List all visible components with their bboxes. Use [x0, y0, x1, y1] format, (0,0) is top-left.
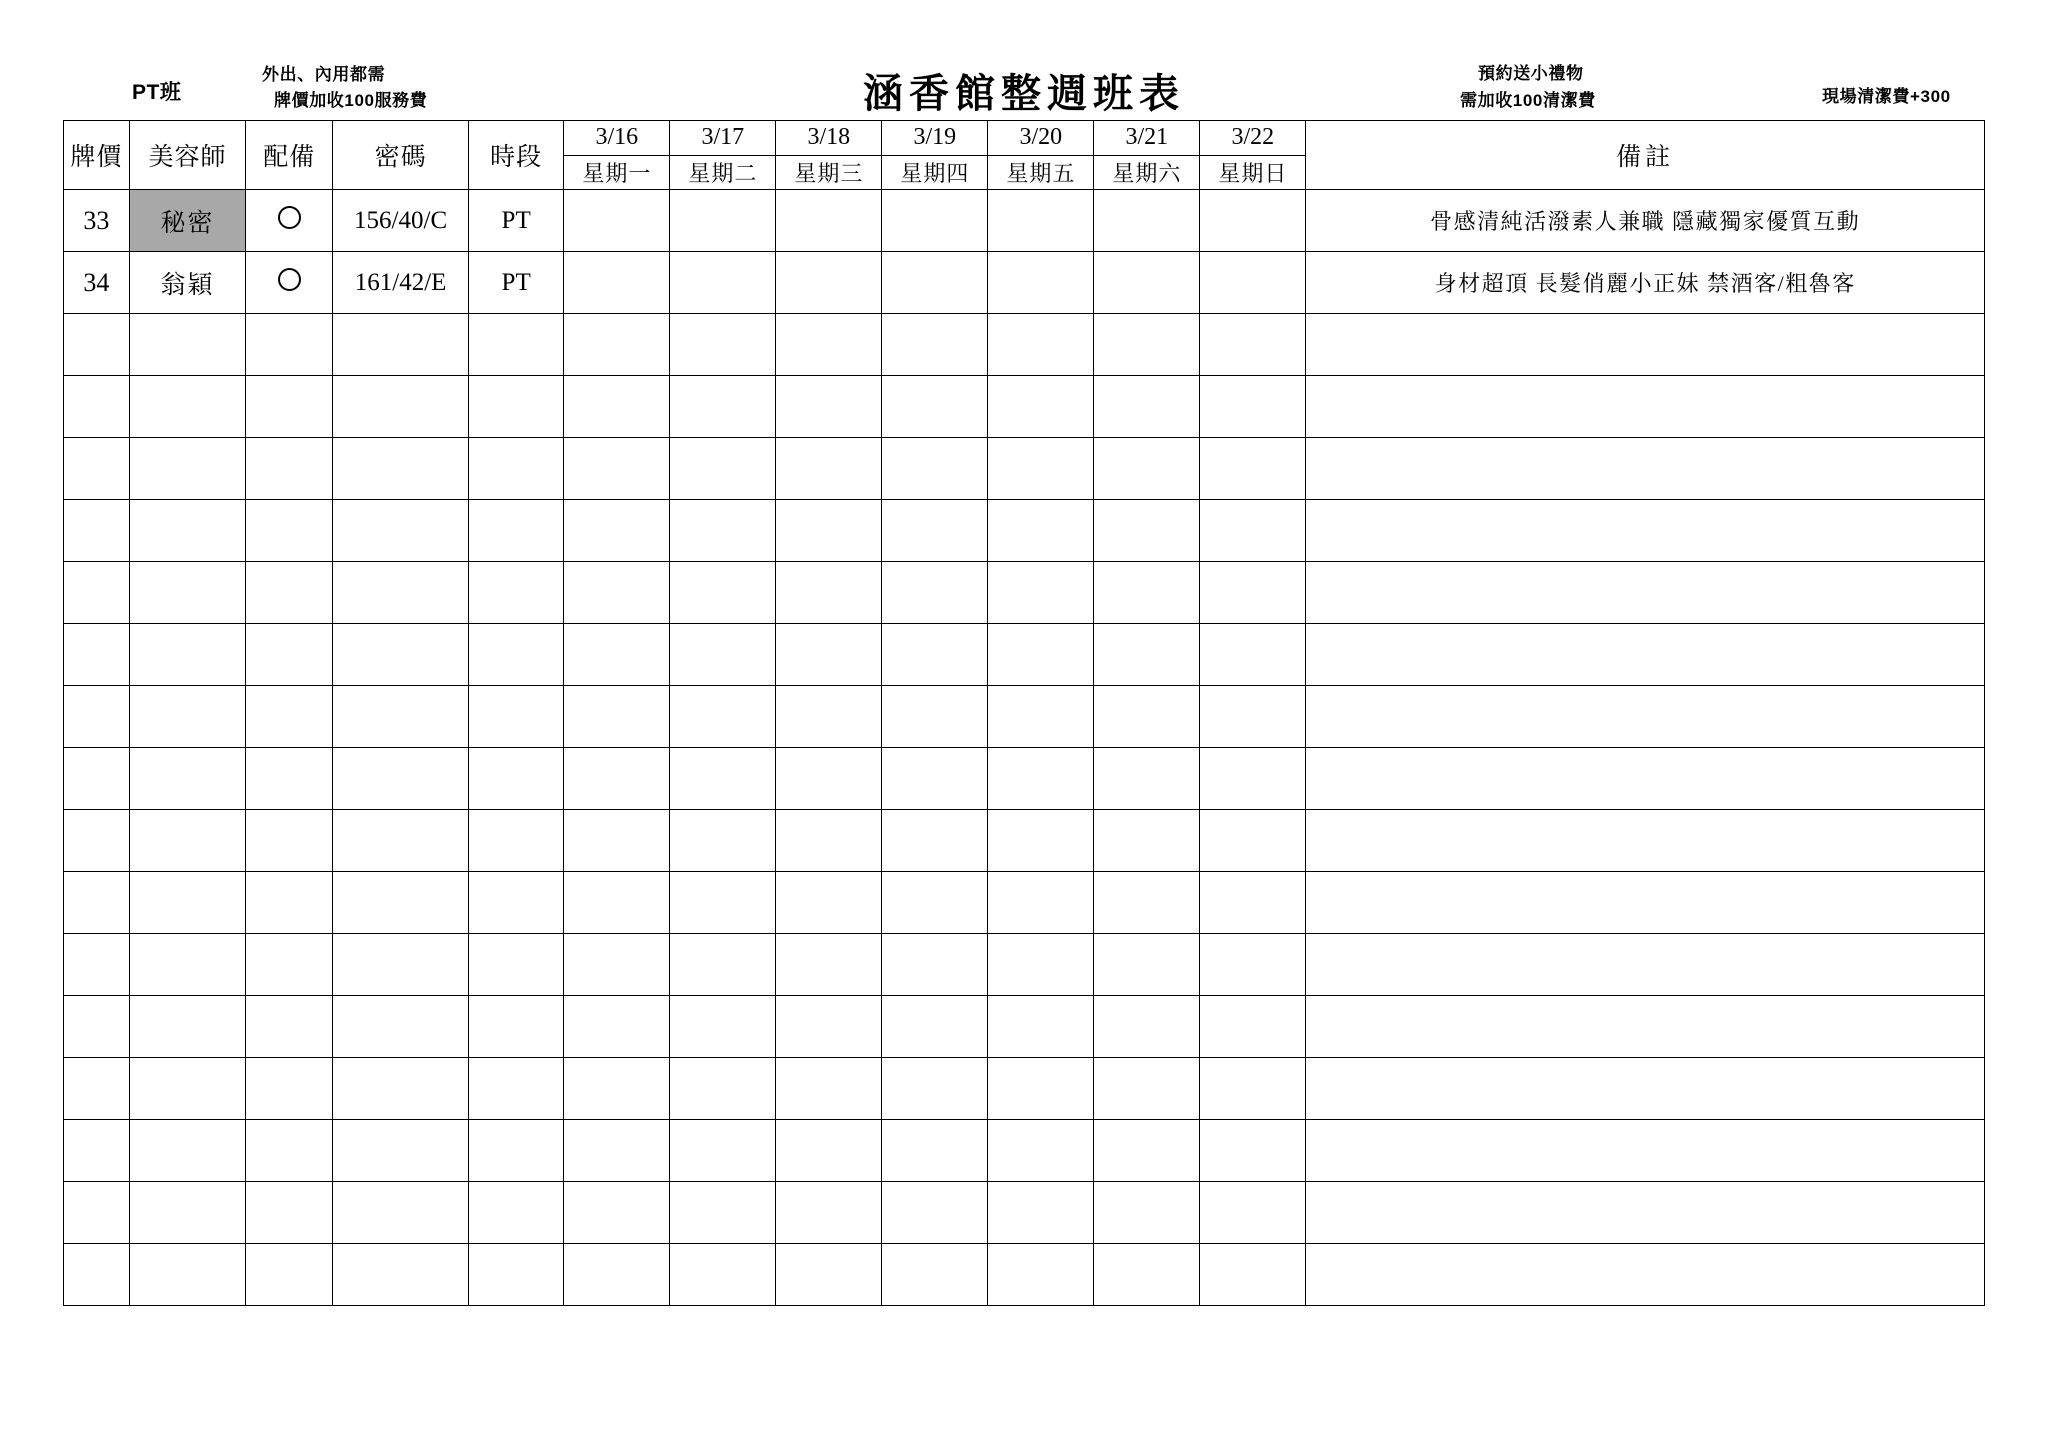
cell-remark: 身材超頂 長髮俏麗小正妹 禁酒客/粗魯客 — [1306, 252, 1985, 314]
cell-day-0[interactable] — [564, 1120, 670, 1182]
cell-day-0[interactable] — [564, 624, 670, 686]
cell-slot — [468, 996, 563, 1058]
cell-name — [129, 686, 246, 748]
cell-slot: PT — [468, 252, 563, 314]
cell-price — [64, 686, 130, 748]
cell-slot — [468, 314, 563, 376]
cell-day-2[interactable] — [776, 748, 882, 810]
cell-slot — [468, 500, 563, 562]
cell-day-1[interactable] — [670, 1058, 776, 1120]
column-header-weekday-1: 星期二 — [670, 155, 776, 190]
cell-equipment — [246, 1058, 333, 1120]
cell-day-0[interactable] — [564, 686, 670, 748]
cell-slot — [468, 748, 563, 810]
column-header-weekday-0: 星期一 — [564, 155, 670, 190]
table-body — [64, 190, 1985, 1306]
cell-day-3[interactable] — [882, 314, 988, 376]
cell-day-4[interactable] — [988, 1058, 1094, 1120]
cell-name — [129, 624, 246, 686]
cell-day-4[interactable] — [988, 1120, 1094, 1182]
shift-type-label: PT班 — [132, 81, 182, 104]
cell-day-4[interactable] — [988, 252, 1094, 314]
cell-code — [333, 996, 469, 1058]
cell-day-2[interactable] — [776, 252, 882, 314]
column-header-slot: 時段 — [468, 121, 563, 190]
column-header-date-5: 3/21 — [1094, 121, 1200, 156]
cell-code — [333, 624, 469, 686]
cell-equipment — [246, 190, 333, 252]
column-header-weekday-4: 星期五 — [988, 155, 1094, 190]
cell-day-0[interactable] — [564, 376, 670, 438]
cell-remark — [1306, 686, 1985, 748]
cell-code — [333, 1182, 469, 1244]
cell-remark — [1306, 1244, 1985, 1306]
cell-remark — [1306, 1182, 1985, 1244]
cell-remark — [1306, 934, 1985, 996]
column-header-date-4: 3/20 — [988, 121, 1094, 156]
table-row — [64, 190, 1985, 252]
cell-price — [64, 810, 130, 872]
cell-day-3[interactable] — [882, 562, 988, 624]
cell-remark — [1306, 996, 1985, 1058]
cell-day-6[interactable] — [1200, 314, 1306, 376]
cell-slot — [468, 1120, 563, 1182]
circle-icon — [278, 268, 301, 291]
cell-day-2[interactable] — [776, 500, 882, 562]
column-header-weekday-2: 星期三 — [776, 155, 882, 190]
cell-day-5[interactable] — [1094, 562, 1200, 624]
cell-remark — [1306, 624, 1985, 686]
cell-day-0[interactable] — [564, 996, 670, 1058]
cell-code — [333, 438, 469, 500]
cell-code — [333, 376, 469, 438]
cell-code — [333, 562, 469, 624]
cell-day-5[interactable] — [1094, 934, 1200, 996]
cell-day-6[interactable] — [1200, 1244, 1306, 1306]
cell-day-0[interactable] — [564, 314, 670, 376]
cell-slot — [468, 934, 563, 996]
cell-day-3[interactable] — [882, 872, 988, 934]
cell-price — [64, 1058, 130, 1120]
cell-day-0[interactable] — [564, 1058, 670, 1120]
cell-day-3[interactable] — [882, 1058, 988, 1120]
cell-day-0[interactable] — [564, 500, 670, 562]
cell-day-3[interactable] — [882, 934, 988, 996]
cell-day-6[interactable] — [1200, 624, 1306, 686]
cell-day-0[interactable] — [564, 252, 670, 314]
cell-code — [333, 1120, 469, 1182]
cell-day-6[interactable] — [1200, 1182, 1306, 1244]
cell-day-6[interactable] — [1200, 686, 1306, 748]
column-header-date-3: 3/19 — [882, 121, 988, 156]
cell-slot — [468, 872, 563, 934]
cell-day-0[interactable] — [564, 810, 670, 872]
cell-day-0[interactable] — [564, 562, 670, 624]
cell-equipment — [246, 562, 333, 624]
cell-price — [64, 376, 130, 438]
table-row — [64, 376, 1985, 438]
cell-day-4[interactable] — [988, 376, 1094, 438]
cell-day-6[interactable] — [1200, 810, 1306, 872]
weekly-schedule-table — [63, 120, 1985, 1306]
cell-equipment — [246, 500, 333, 562]
cell-slot: PT — [468, 190, 563, 252]
cell-price: 34 — [64, 252, 130, 314]
cell-code — [333, 1058, 469, 1120]
cell-day-2[interactable] — [776, 1058, 882, 1120]
cell-day-2[interactable] — [776, 438, 882, 500]
cell-day-6[interactable] — [1200, 1120, 1306, 1182]
cell-day-3[interactable] — [882, 190, 988, 252]
cell-day-5[interactable] — [1094, 314, 1200, 376]
cell-day-4[interactable] — [988, 314, 1094, 376]
cell-day-1[interactable] — [670, 376, 776, 438]
cell-day-5[interactable] — [1094, 1244, 1200, 1306]
cell-equipment — [246, 314, 333, 376]
cell-slot — [468, 810, 563, 872]
cell-day-0[interactable] — [564, 438, 670, 500]
cell-day-3[interactable] — [882, 376, 988, 438]
table-row — [64, 1058, 1985, 1120]
column-header-date-0: 3/16 — [564, 121, 670, 156]
cell-name — [129, 376, 246, 438]
cell-day-2[interactable] — [776, 810, 882, 872]
table-row — [64, 314, 1985, 376]
cell-day-0[interactable] — [564, 748, 670, 810]
cell-equipment — [246, 810, 333, 872]
cell-code — [333, 934, 469, 996]
cell-equipment — [246, 996, 333, 1058]
cell-name — [129, 934, 246, 996]
cell-name — [129, 562, 246, 624]
table-row — [64, 934, 1985, 996]
cell-code: 161/42/E — [333, 252, 469, 314]
cell-remark — [1306, 1120, 1985, 1182]
cell-day-1[interactable] — [670, 624, 776, 686]
column-header-weekday-6: 星期日 — [1200, 155, 1306, 190]
column-header-weekday-3: 星期四 — [882, 155, 988, 190]
table-row — [64, 252, 1985, 314]
column-header-remark: 備註 — [1306, 121, 1985, 190]
cell-day-4[interactable] — [988, 748, 1094, 810]
cell-price — [64, 1244, 130, 1306]
cell-day-6[interactable] — [1200, 562, 1306, 624]
cell-day-4[interactable] — [988, 686, 1094, 748]
table-row — [64, 810, 1985, 872]
cell-day-6[interactable] — [1200, 252, 1306, 314]
cell-slot — [468, 624, 563, 686]
cell-remark — [1306, 1058, 1985, 1120]
cell-day-1[interactable] — [670, 190, 776, 252]
cell-day-3[interactable] — [882, 1120, 988, 1182]
cell-day-5[interactable] — [1094, 438, 1200, 500]
cell-day-1[interactable] — [670, 686, 776, 748]
cell-price — [64, 748, 130, 810]
table-row — [64, 996, 1985, 1058]
table-row — [64, 1120, 1985, 1182]
cell-name — [129, 810, 246, 872]
cell-slot — [468, 686, 563, 748]
cell-day-4[interactable] — [988, 1182, 1094, 1244]
cell-equipment — [246, 624, 333, 686]
cell-day-4[interactable] — [988, 934, 1094, 996]
service-fee-note-line2: 牌價加收100服務費 — [274, 91, 428, 111]
cell-day-3[interactable] — [882, 500, 988, 562]
cell-day-6[interactable] — [1200, 190, 1306, 252]
cell-equipment — [246, 252, 333, 314]
cell-equipment — [246, 438, 333, 500]
cell-slot — [468, 1244, 563, 1306]
cell-day-0[interactable] — [564, 190, 670, 252]
cell-day-4[interactable] — [988, 624, 1094, 686]
cell-remark — [1306, 376, 1985, 438]
cell-slot — [468, 1182, 563, 1244]
cell-name — [129, 872, 246, 934]
cell-day-2[interactable] — [776, 376, 882, 438]
cell-day-2[interactable] — [776, 872, 882, 934]
cell-day-4[interactable] — [988, 1244, 1094, 1306]
cell-day-1[interactable] — [670, 810, 776, 872]
column-header-date-2: 3/18 — [776, 121, 882, 156]
cell-day-5[interactable] — [1094, 996, 1200, 1058]
table-row — [64, 1244, 1985, 1306]
cell-name — [129, 748, 246, 810]
cell-day-0[interactable] — [564, 934, 670, 996]
cell-day-6[interactable] — [1200, 500, 1306, 562]
cell-code: 156/40/C — [333, 190, 469, 252]
booking-gift-note-line1: 預約送小禮物 — [1478, 64, 1584, 83]
cell-day-0[interactable] — [564, 1182, 670, 1244]
cell-price — [64, 314, 130, 376]
cell-day-0[interactable] — [564, 872, 670, 934]
cell-equipment — [246, 1244, 333, 1306]
cell-name — [129, 1244, 246, 1306]
cell-day-2[interactable] — [776, 1244, 882, 1306]
booking-gift-note — [1460, 60, 1596, 114]
cell-day-5[interactable] — [1094, 748, 1200, 810]
cell-slot — [468, 562, 563, 624]
table-row — [64, 624, 1985, 686]
cell-equipment — [246, 376, 333, 438]
cell-price — [64, 1120, 130, 1182]
column-header-date-1: 3/17 — [670, 121, 776, 156]
table-row — [64, 562, 1985, 624]
cell-day-5[interactable] — [1094, 624, 1200, 686]
cell-day-5[interactable] — [1094, 252, 1200, 314]
cell-slot — [468, 376, 563, 438]
cell-day-2[interactable] — [776, 996, 882, 1058]
cell-name — [129, 438, 246, 500]
booking-gift-note-line2: 需加收100清潔費 — [1460, 91, 1596, 111]
cell-price — [64, 872, 130, 934]
cell-day-6[interactable] — [1200, 438, 1306, 500]
cell-remark — [1306, 438, 1985, 500]
cell-day-5[interactable] — [1094, 1058, 1200, 1120]
table-row — [64, 872, 1985, 934]
cell-equipment — [246, 934, 333, 996]
cell-price — [64, 500, 130, 562]
cell-day-5[interactable] — [1094, 810, 1200, 872]
cell-day-3[interactable] — [882, 810, 988, 872]
cell-day-2[interactable] — [776, 934, 882, 996]
cell-day-4[interactable] — [988, 872, 1094, 934]
cell-day-4[interactable] — [988, 996, 1094, 1058]
cell-name — [129, 314, 246, 376]
cell-day-5[interactable] — [1094, 1120, 1200, 1182]
cell-day-2[interactable] — [776, 314, 882, 376]
column-header-code: 密碼 — [333, 121, 469, 190]
cell-remark: 骨感清純活潑素人兼職 隱藏獨家優質互動 — [1306, 190, 1985, 252]
cell-remark — [1306, 562, 1985, 624]
table-row — [64, 438, 1985, 500]
cell-day-1[interactable] — [670, 562, 776, 624]
cell-price — [64, 624, 130, 686]
cell-equipment — [246, 872, 333, 934]
cell-day-1[interactable] — [670, 1120, 776, 1182]
cell-name — [129, 996, 246, 1058]
cell-day-2[interactable] — [776, 562, 882, 624]
cell-code — [333, 748, 469, 810]
cell-day-1[interactable] — [670, 996, 776, 1058]
cell-price — [64, 934, 130, 996]
service-fee-note-line1: 外出、內用都需 — [262, 65, 386, 84]
cell-day-4[interactable] — [988, 810, 1094, 872]
cell-equipment — [246, 1120, 333, 1182]
column-header-weekday-5: 星期六 — [1094, 155, 1200, 190]
cell-day-1[interactable] — [670, 252, 776, 314]
cell-day-3[interactable] — [882, 686, 988, 748]
cell-day-4[interactable] — [988, 500, 1094, 562]
cell-day-3[interactable] — [882, 438, 988, 500]
cell-day-6[interactable] — [1200, 996, 1306, 1058]
page-title: 涵香館整週班表 — [863, 71, 1185, 116]
cell-name — [129, 1182, 246, 1244]
cell-day-4[interactable] — [988, 438, 1094, 500]
cell-equipment — [246, 748, 333, 810]
cell-equipment — [246, 686, 333, 748]
cell-code — [333, 314, 469, 376]
cell-day-3[interactable] — [882, 252, 988, 314]
circle-icon — [278, 206, 301, 229]
cell-remark — [1306, 748, 1985, 810]
cell-day-6[interactable] — [1200, 1058, 1306, 1120]
cell-day-3[interactable] — [882, 748, 988, 810]
cell-name — [129, 1058, 246, 1120]
onsite-cleaning-fee-label: 現場清潔費+300 — [1822, 87, 1951, 106]
cell-code — [333, 500, 469, 562]
cell-remark — [1306, 500, 1985, 562]
cell-day-3[interactable] — [882, 996, 988, 1058]
cell-day-2[interactable] — [776, 190, 882, 252]
cell-code — [333, 686, 469, 748]
cell-remark — [1306, 314, 1985, 376]
cell-day-5[interactable] — [1094, 872, 1200, 934]
cell-code — [333, 872, 469, 934]
table-row — [64, 748, 1985, 810]
cell-price — [64, 996, 130, 1058]
cell-equipment — [246, 1182, 333, 1244]
cell-day-1[interactable] — [670, 1244, 776, 1306]
cell-day-2[interactable] — [776, 1182, 882, 1244]
cell-day-5[interactable] — [1094, 1182, 1200, 1244]
page-header — [0, 0, 2048, 120]
cell-slot — [468, 438, 563, 500]
cell-price — [64, 1182, 130, 1244]
cell-name: 秘密 — [129, 190, 246, 252]
cell-day-1[interactable] — [670, 500, 776, 562]
cell-day-1[interactable] — [670, 1182, 776, 1244]
cell-day-1[interactable] — [670, 748, 776, 810]
cell-name — [129, 1120, 246, 1182]
column-header-equipment: 配備 — [246, 121, 333, 190]
cell-day-5[interactable] — [1094, 376, 1200, 438]
cell-price — [64, 562, 130, 624]
table-header — [64, 121, 1985, 190]
table-row — [64, 500, 1985, 562]
cell-day-2[interactable] — [776, 686, 882, 748]
cell-code — [333, 1244, 469, 1306]
table-row — [64, 686, 1985, 748]
cell-day-5[interactable] — [1094, 500, 1200, 562]
cell-price: 33 — [64, 190, 130, 252]
cell-day-5[interactable] — [1094, 686, 1200, 748]
cell-day-3[interactable] — [882, 624, 988, 686]
cell-code — [333, 810, 469, 872]
cell-day-1[interactable] — [670, 438, 776, 500]
cell-day-1[interactable] — [670, 872, 776, 934]
cell-day-0[interactable] — [564, 1244, 670, 1306]
cell-day-5[interactable] — [1094, 190, 1200, 252]
cell-day-2[interactable] — [776, 624, 882, 686]
cell-slot — [468, 1058, 563, 1120]
table-row — [64, 1182, 1985, 1244]
cell-day-3[interactable] — [882, 1182, 988, 1244]
cell-day-1[interactable] — [670, 314, 776, 376]
column-header-price: 牌價 — [64, 121, 130, 190]
cell-day-2[interactable] — [776, 1120, 882, 1182]
cell-day-1[interactable] — [670, 934, 776, 996]
cell-day-6[interactable] — [1200, 376, 1306, 438]
column-header-date-6: 3/22 — [1200, 121, 1306, 156]
cell-day-3[interactable] — [882, 1244, 988, 1306]
cell-day-6[interactable] — [1200, 748, 1306, 810]
cell-day-4[interactable] — [988, 190, 1094, 252]
column-header-name: 美容師 — [129, 121, 246, 190]
cell-day-6[interactable] — [1200, 934, 1306, 996]
cell-day-6[interactable] — [1200, 872, 1306, 934]
cell-price — [64, 438, 130, 500]
cell-name: 翁穎 — [129, 252, 246, 314]
cell-remark — [1306, 810, 1985, 872]
cell-day-4[interactable] — [988, 562, 1094, 624]
cell-remark — [1306, 872, 1985, 934]
cell-name — [129, 500, 246, 562]
